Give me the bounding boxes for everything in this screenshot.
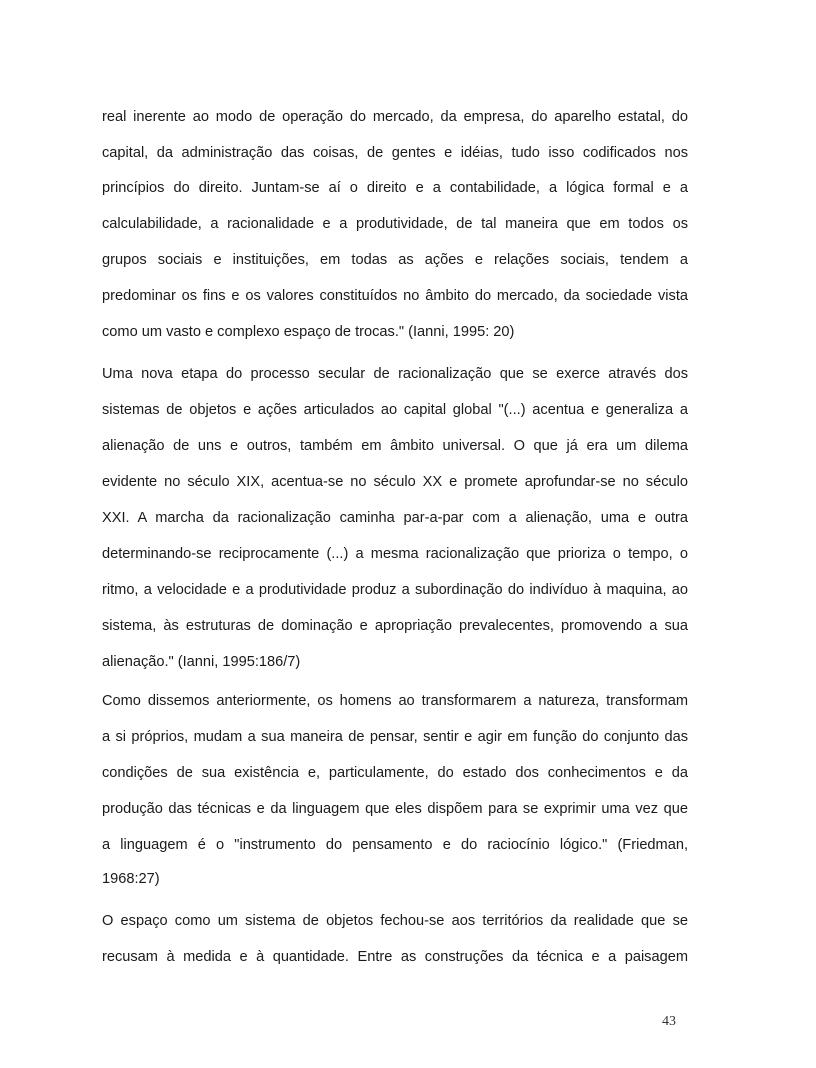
text-line: real inerente ao modo de operação do mercado, da empresa, do aparelho estatal, do: [102, 109, 688, 125]
text-line: recusam à medida e à quantidade. Entre as construções da técnica e a paisagem: [102, 949, 688, 965]
text-line: 1968:27): [102, 871, 160, 887]
text-line: XXI. A marcha da racionalização caminha par-a-par com a alienação, uma e outra: [102, 510, 688, 526]
text-line: predominar os fins e os valores constituídos no âmbito do mercado, da sociedade vista: [102, 288, 688, 304]
text-line: princípios do direito. Juntam-se aí o direito e a contabilidade, a lógica formal e a: [102, 180, 688, 196]
text-line: a linguagem é o "instrumento do pensamento e do raciocínio lógico." (Friedman,: [102, 837, 688, 853]
text-line: alienação." (Ianni, 1995:186/7): [102, 654, 301, 670]
text-line: condições de sua existência e, particulamente, do estado dos conhecimentos e da: [102, 765, 688, 781]
text-line: produção das técnicas e da linguagem que eles dispõem para se exprimir uma vez que: [102, 801, 688, 817]
text-line: a si próprios, mudam a sua maneira de pensar, sentir e agir em função do conjunto das: [102, 729, 688, 745]
text-line: capital, da administração das coisas, de gentes e idéias, tudo isso codificados nos: [102, 145, 688, 161]
text-line: sistema, às estruturas de dominação e apropriação prevalecentes, promovendo a sua: [102, 618, 688, 634]
text-line: ritmo, a velocidade e a produtividade produz a subordinação do indivíduo à maquina, ao: [102, 582, 688, 598]
text-line: grupos sociais e instituições, em todas as ações e relações sociais, tendem a: [102, 252, 688, 268]
text-line: Uma nova etapa do processo secular de racionalização que se exerce através dos: [102, 366, 688, 382]
text-line: O espaço como um sistema de objetos fechou-se aos territórios da realidade que se: [102, 913, 688, 929]
text-line: como um vasto e complexo espaço de trocas." (Ianni, 1995: 20): [102, 324, 515, 340]
text-line: sistemas de objetos e ações articulados ao capital global "(...) acentua e generaliza a: [102, 402, 688, 418]
text-line: determinando-se reciprocamente (...) a mesma racionalização que prioriza o tempo, o: [102, 546, 688, 562]
page-number: 43: [662, 1014, 676, 1029]
text-line: alienação de uns e outros, também em âmbito universal. O que já era um dilema: [102, 438, 688, 454]
text-line: evidente no século XIX, acentua-se no século XX e promete aprofundar-se no século: [102, 474, 688, 490]
text-line: Como dissemos anteriormente, os homens ao transformarem a natureza, transformam: [102, 693, 688, 709]
text-line: calculabilidade, a racionalidade e a produtividade, de tal maneira que em todos os: [102, 216, 688, 232]
